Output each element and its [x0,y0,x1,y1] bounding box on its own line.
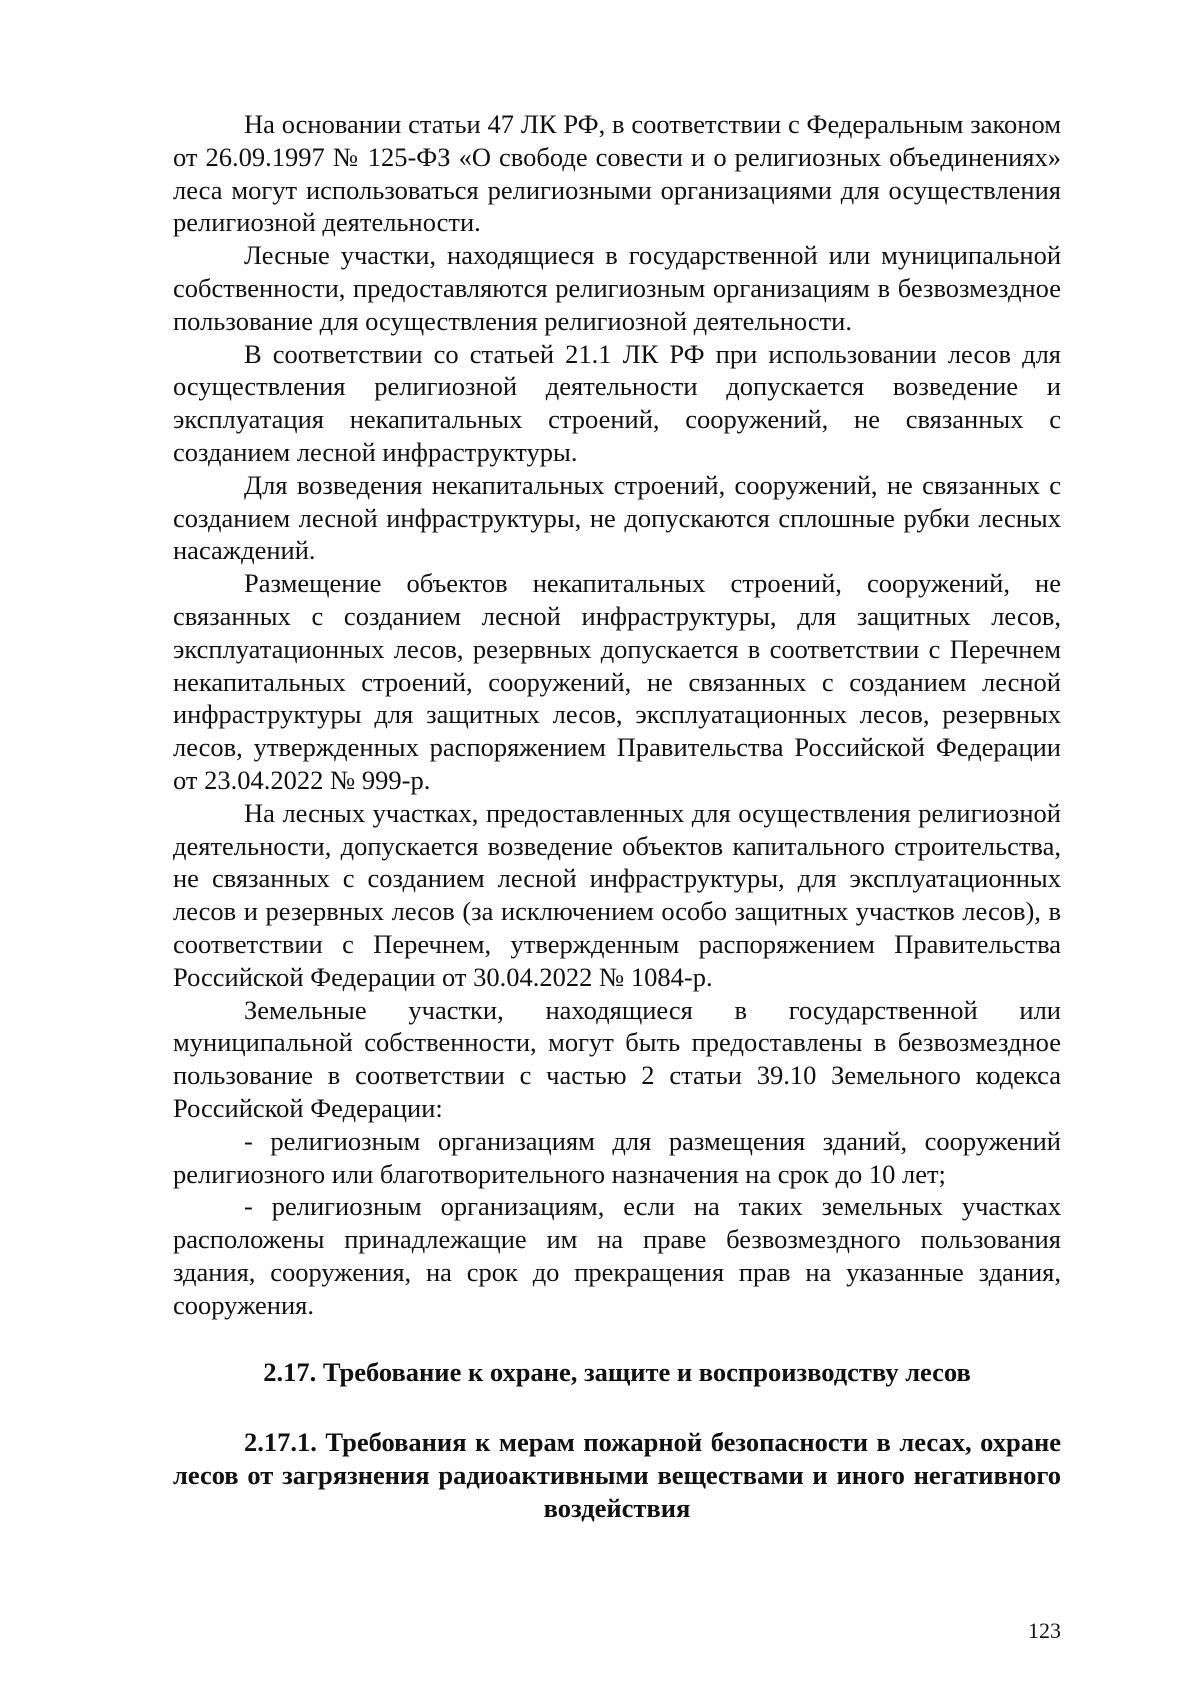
section-heading-2-17-1: 2.17.1. Требования к мерам пожарной безопасности в лесах, охране лесов от загрязнения радиоактивными веществами и иного негативного воздействия [173,1427,1061,1523]
paragraph-capital-construction-1084: На лесных участках, предоставленных для осуществления религиозной деятельности, допускается возведение объектов капитального строительства, не связанных с созданием лесной инфраструктуры, для эксплуатационных лесов и резервных лесов (за исключением особо защитных участков лесов), в соответствии с Перечнем, утвержденным распоряжением Правительства Российской Федерации от 30.04.2022 № 1084-р. [173,797,1061,992]
section-heading-2-17: 2.17. Требование к охране, защите и воспроизводству лесов [263,1357,971,1388]
paragraph-forest-plots-free-use: Лесные участки, находящиеся в государственной или муниципальной собственности, предоставляются религиозным организациям в безвозмездное пользование для осуществления религиозной деятельности. [173,240,1061,336]
paragraph-article-21-1: В соответствии со статьей 21.1 ЛК РФ при использовании лесов для осуществления религиозной деятельности допускается возведение и эксплуатация некапитальных строений, сооружений, не связанных с созданием лесной инфраструктуры. [173,338,1061,467]
list-item-buildings-until-termination: - религиозным организациям, если на таких земельных участках расположены принадлежащие им на праве безвозмездного пользования здания, сооружения, на срок до прекращения прав на указанные здания, сооружения. [173,1191,1061,1320]
paragraph-clear-cutting-prohibited: Для возведения некапитальных строений, сооружений, не связанных с созданием лесной инфраструктуры, не допускаются сплошные рубки лесных насаждений. [173,469,1061,566]
page-number: 123 [1028,1618,1061,1643]
list-item-buildings-10-years: - религиозным организациям для размещения зданий, сооружений религиозного или благотворительного назначения на срок до 10 лет; [173,1125,1061,1189]
document-page [173,108,1061,1525]
paragraph-article-47: На основании статьи 47 ЛК РФ, в соответствии с Федеральным законом от 26.09.1997 № 125-ФЗ «О свободе совести и о религиозных объединениях» леса могут использоваться религиозными организациями для осуществления религиозной деятельности. [173,109,1061,238]
paragraph-placement-order-999: Размещение объектов некапитальных строений, сооружений, не связанных с созданием лесной инфраструктуры, для защитных лесов, эксплуатационных лесов, резервных допускается в соответствии с Перечнем некапитальных строений, сооружений, не связанных с созданием лесной инфраструктуры для защитных лесов, эксплуатационных лесов, резервных лесов, утвержденных распоряжением Правительства Российской Федерации от 23.04.2022 № 999-р. [173,568,1061,795]
paragraph-land-plots-39-10: Земельные участки, находящиеся в государственной или муниципальной собственности, могут быть предоставлены в безвозмездное пользование в соответствии с частью 2 статьи 39.10 Земельного кодекса Российской Федерации: [173,994,1061,1123]
